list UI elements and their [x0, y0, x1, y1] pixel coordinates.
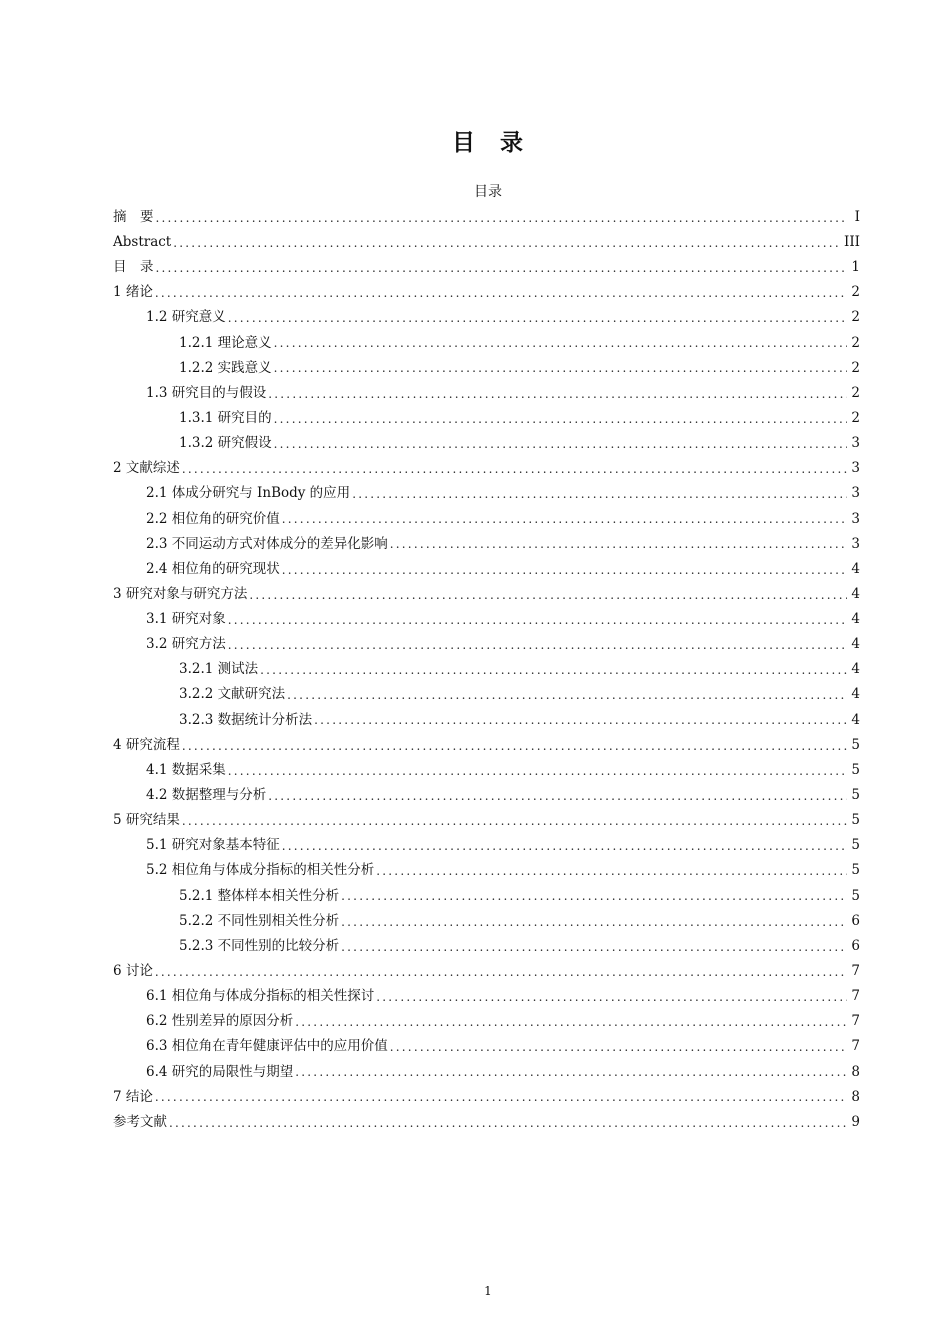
toc-entry[interactable] — [113, 280, 860, 305]
toc-entry-label: 1.3.2 研究假设 — [179, 435, 272, 452]
toc-entry[interactable] — [113, 381, 860, 406]
toc-leader-dots — [268, 789, 847, 803]
toc-leader-dots — [155, 286, 848, 300]
toc-leader-dots — [274, 336, 848, 350]
toc-leader-dots — [282, 839, 848, 853]
toc-entry-label: 3.2.3 数据统计分析法 — [179, 711, 313, 728]
toc-entry-page: 5 — [851, 761, 860, 778]
toc-entry[interactable] — [113, 859, 860, 884]
toc-entry-label: 1.2.1 理论意义 — [179, 334, 272, 351]
toc-entry-label: 3 研究对象与研究方法 — [113, 585, 248, 602]
toc-entry-label: 6.3 相位角在青年健康评估中的应用价值 — [146, 1038, 388, 1055]
toc-entry-label: 参考文献 — [113, 1113, 167, 1130]
toc-entry-label: 1.2 研究意义 — [146, 309, 226, 326]
toc-leader-dots — [182, 462, 848, 476]
toc-entry-page: 9 — [851, 1113, 860, 1130]
toc-entry[interactable] — [113, 582, 860, 607]
toc-entry-label: 目 录 — [113, 259, 154, 276]
toc-entry[interactable] — [113, 909, 860, 934]
toc-entry-page: 8 — [851, 1088, 860, 1105]
toc-leader-dots — [341, 915, 847, 929]
toc-entry-page: I — [854, 208, 860, 225]
toc-entry-label: 2 文献综述 — [113, 460, 180, 477]
toc-leader-dots — [314, 713, 847, 727]
toc-leader-dots — [228, 764, 848, 778]
toc-entry-page: 5 — [851, 812, 860, 829]
toc-leader-dots — [182, 814, 848, 828]
toc-entry[interactable] — [113, 557, 860, 582]
toc-entry-page: III — [844, 233, 860, 250]
toc-entry[interactable] — [113, 431, 860, 456]
toc-entry-page: 2 — [851, 384, 860, 401]
toc-entry[interactable] — [113, 984, 860, 1009]
toc-entry-label: 7 结论 — [113, 1088, 153, 1105]
toc-entry[interactable] — [113, 255, 860, 280]
page-title: 目 录 — [452, 130, 524, 156]
toc-entry-page: 7 — [851, 988, 860, 1005]
toc-leader-dots — [156, 211, 849, 225]
toc-leader-dots — [376, 864, 847, 878]
toc-leader-dots — [390, 1040, 848, 1054]
footer-page-number: 1 — [484, 1284, 492, 1298]
toc-entry-page: 3 — [851, 435, 860, 452]
toc-leader-dots — [295, 1015, 847, 1029]
toc-entry-page: 4 — [851, 585, 860, 602]
toc-leader-dots — [274, 412, 848, 426]
toc-entry-page: 3 — [851, 485, 860, 502]
toc-entry-page: 4 — [851, 560, 860, 577]
toc-entry[interactable] — [113, 356, 860, 381]
toc-leader-dots — [341, 889, 847, 903]
toc-entry[interactable] — [113, 708, 860, 733]
toc-entry[interactable] — [113, 884, 860, 909]
toc-entry-label: 6.4 研究的局限性与期望 — [146, 1063, 294, 1080]
toc-entry[interactable] — [113, 331, 860, 356]
toc-leader-dots — [228, 311, 848, 325]
toc-entry-label: 3.1 研究对象 — [146, 611, 226, 628]
toc-entry-page: 5 — [851, 736, 860, 753]
toc-entry[interactable] — [113, 607, 860, 632]
toc-entry-label: 2.1 体成分研究与 InBody 的应用 — [146, 485, 351, 502]
toc-leader-dots — [228, 613, 848, 627]
toc-entry-label: 3.2.1 测试法 — [179, 661, 259, 678]
toc-entry[interactable] — [113, 205, 860, 230]
toc-entry-label: 2.2 相位角的研究价值 — [146, 510, 280, 527]
toc-entry[interactable] — [113, 658, 860, 683]
toc-subtitle: 目录 — [474, 184, 502, 200]
toc-entry-page: 5 — [851, 787, 860, 804]
toc-entry[interactable] — [113, 406, 860, 431]
toc-entry-label: 5.2.1 整体样本相关性分析 — [179, 887, 340, 904]
toc-leader-dots — [274, 437, 848, 451]
toc-leader-dots — [173, 236, 840, 250]
toc-entry-page: 5 — [851, 887, 860, 904]
toc-leader-dots — [155, 1090, 848, 1104]
toc-entry-label: Abstract — [113, 233, 172, 250]
toc-entry-page: 4 — [851, 611, 860, 628]
toc-entry-label: 6.1 相位角与体成分指标的相关性探讨 — [146, 988, 375, 1005]
toc-entry[interactable] — [113, 632, 860, 657]
toc-entry[interactable] — [113, 456, 860, 481]
toc-entry[interactable] — [113, 1085, 860, 1110]
toc-entry-page: 6 — [851, 937, 860, 954]
toc-leader-dots — [182, 739, 848, 753]
toc-entry[interactable] — [113, 1035, 860, 1060]
toc-entry-label: 1 绪论 — [113, 284, 153, 301]
toc-leader-dots — [282, 563, 848, 577]
toc-leader-dots — [390, 537, 848, 551]
toc-entry-label: 摘 要 — [113, 208, 154, 225]
toc-leader-dots — [287, 688, 847, 702]
toc-entry[interactable] — [113, 834, 860, 859]
toc-leader-dots — [260, 663, 847, 677]
toc-entry[interactable] — [113, 1010, 860, 1035]
toc-entry-label: 1.3 研究目的与假设 — [146, 384, 267, 401]
toc-entry[interactable] — [113, 808, 860, 833]
toc-entry[interactable] — [113, 758, 860, 783]
toc-entry-page: 2 — [851, 334, 860, 351]
toc-leader-dots — [249, 588, 847, 602]
toc-entry-label: 2.4 相位角的研究现状 — [146, 560, 280, 577]
toc-entry-label: 4.1 数据采集 — [146, 761, 226, 778]
toc-entry-page: 3 — [851, 535, 860, 552]
toc-entry[interactable] — [113, 230, 860, 255]
toc-entry-page: 2 — [851, 309, 860, 326]
toc-entry-page: 3 — [851, 460, 860, 477]
toc-leader-dots — [341, 940, 847, 954]
toc-leader-dots — [169, 1116, 847, 1130]
toc-entry-label: 4.2 数据整理与分析 — [146, 787, 267, 804]
table-of-contents — [113, 205, 860, 1135]
toc-leader-dots — [295, 1065, 847, 1079]
toc-entry-label: 5.1 研究对象基本特征 — [146, 837, 280, 854]
toc-entry-label: 1.3.1 研究目的 — [179, 409, 272, 426]
toc-entry-page: 2 — [851, 359, 860, 376]
toc-entry[interactable] — [113, 532, 860, 557]
toc-entry-label: 6 讨论 — [113, 963, 153, 980]
toc-entry-label: 6.2 性别差异的原因分析 — [146, 1013, 294, 1030]
toc-entry-page: 2 — [851, 409, 860, 426]
toc-entry-label: 3.2.2 文献研究法 — [179, 686, 286, 703]
toc-entry-page: 4 — [851, 636, 860, 653]
toc-entry-page: 4 — [851, 711, 860, 728]
toc-entry-page: 4 — [851, 661, 860, 678]
toc-leader-dots — [228, 638, 848, 652]
toc-leader-dots — [352, 487, 847, 501]
toc-entry-label: 5.2 相位角与体成分指标的相关性分析 — [146, 862, 375, 879]
toc-entry-label: 5 研究结果 — [113, 812, 180, 829]
toc-entry[interactable] — [113, 934, 860, 959]
toc-entry-label: 5.2.2 不同性别相关性分析 — [179, 912, 340, 929]
toc-entry-page: 1 — [851, 259, 860, 276]
toc-entry-page: 2 — [851, 284, 860, 301]
toc-entry-label: 2.3 不同运动方式对体成分的差异化影响 — [146, 535, 388, 552]
toc-entry-label: 4 研究流程 — [113, 736, 180, 753]
toc-entry-page: 7 — [851, 963, 860, 980]
toc-entry[interactable] — [113, 733, 860, 758]
toc-entry[interactable] — [113, 482, 860, 507]
toc-entry-label: 5.2.3 不同性别的比较分析 — [179, 937, 340, 954]
toc-entry-page: 8 — [851, 1063, 860, 1080]
toc-entry-page: 5 — [851, 862, 860, 879]
toc-entry[interactable] — [113, 306, 860, 331]
toc-leader-dots — [156, 261, 848, 275]
toc-leader-dots — [268, 387, 847, 401]
toc-entry-page: 6 — [851, 912, 860, 929]
toc-entry[interactable] — [113, 683, 860, 708]
toc-entry-page: 3 — [851, 510, 860, 527]
toc-leader-dots — [376, 990, 847, 1004]
toc-entry[interactable] — [113, 959, 860, 984]
toc-leader-dots — [282, 512, 848, 526]
toc-entry-label: 3.2 研究方法 — [146, 636, 226, 653]
toc-entry[interactable] — [113, 507, 860, 532]
toc-entry-page: 4 — [851, 686, 860, 703]
toc-entry[interactable] — [113, 1060, 860, 1085]
toc-leader-dots — [274, 361, 848, 375]
toc-leader-dots — [155, 965, 848, 979]
toc-entry[interactable] — [113, 1110, 860, 1135]
toc-entry-page: 5 — [851, 837, 860, 854]
toc-entry-page: 7 — [851, 1038, 860, 1055]
toc-entry-page: 7 — [851, 1013, 860, 1030]
toc-entry-label: 1.2.2 实践意义 — [179, 359, 272, 376]
toc-entry[interactable] — [113, 783, 860, 808]
